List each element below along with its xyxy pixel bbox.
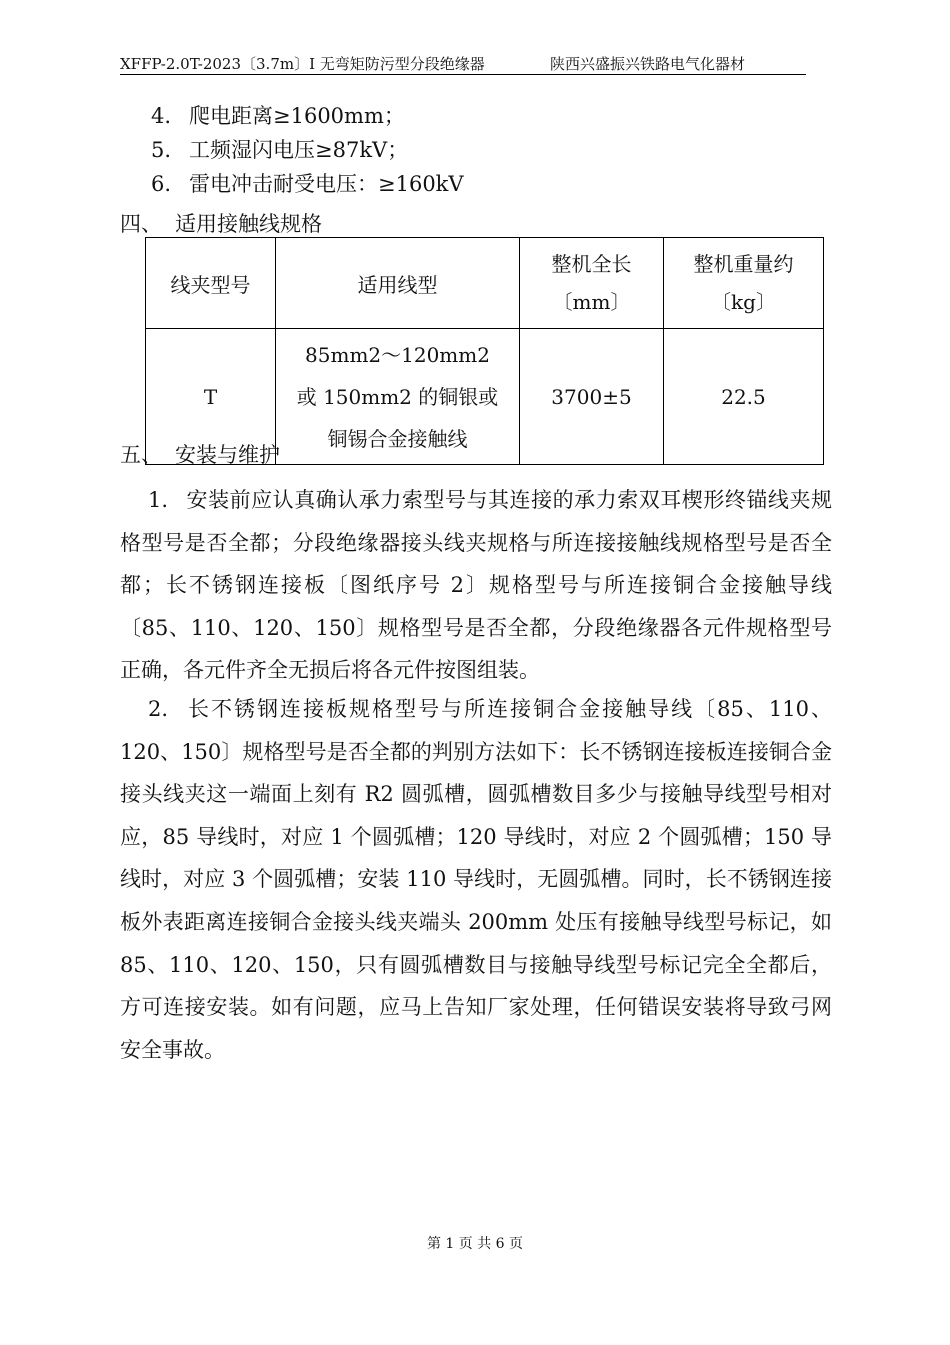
header-wire-type: 适用线型	[276, 238, 520, 329]
spec-text: 雷电冲击耐受电压：≥160kV	[189, 172, 464, 196]
section-heading-4	[120, 210, 322, 238]
page-footer: 第 1 页 共 6 页	[426, 1236, 524, 1252]
header-doc-title: XFFP-2.0T-2023〔3.7m〕I 无弯矩防污型分段绝缘器	[120, 55, 485, 73]
spec-item-wet-flashover	[151, 136, 408, 164]
paragraph-text: 安装前应认真确认承力索型号与其连接的承力索双耳楔形终锚线夹规格型号是否全都；分段绝缘器接头线夹规格与所连接接触线规格型号是否全都；长不锈钢连接板〔图纸序号 2〕规格型号与所连接铜合金接触导线〔85、110、120、150〕规格型号是否全都，分段绝缘器各元件规格型号正确，各元件齐全无损后将各元件按图组装。	[120, 488, 832, 683]
header-total-length: 整机全长 〔mm〕	[520, 238, 664, 329]
paragraph-number: 1.	[148, 488, 169, 512]
cell-total-length: 3700±5	[520, 329, 664, 465]
section-title: 安装与维护	[175, 443, 280, 467]
page-header	[120, 54, 806, 75]
cell-total-weight: 22.5	[664, 329, 824, 465]
cell-wire-type: 85mm2～120mm2 或 150mm2 的铜银或 铜锡合金接触线	[276, 329, 520, 465]
paragraph-text: 长不锈钢连接板规格型号与所连接铜合金接触导线〔85、110、120、150〕规格型号是否全都的判别方法如下：长不锈钢连接板连接铜合金接头线夹这一端面上刻有 R2 圆弧槽，圆弧槽数目多少与接触导线型号相对应，85 导线时，对应 1 个圆弧槽；120 导线时，对应 2 个圆弧槽；150 导线时，对应 3 个圆弧槽；安装 110 导线时，无圆弧槽。同时，长不锈钢连接板外表距离连接铜合金接头线夹端头 200mm 处压有接触导线型号标记，如 85、110、120、150，只有圆弧槽数目与接触导线型号标记完全全都后，方可连接安装。如有问题，应马上告知厂家处理，任何错误安装将导致弓网安全事故。	[120, 697, 832, 1062]
spec-number: 6.	[151, 172, 172, 196]
wire-spec-table	[145, 237, 824, 465]
spec-number: 5.	[151, 138, 172, 162]
paragraph-installation-check	[120, 479, 832, 692]
paragraph-identification-method	[120, 688, 832, 1071]
section-title: 适用接触线规格	[175, 212, 322, 236]
cell-clamp-model: T	[146, 329, 276, 465]
table-header-row	[146, 238, 824, 329]
section-number: 五、	[120, 443, 162, 467]
header-total-weight: 整机重量约 〔kg〕	[664, 238, 824, 329]
spec-item-lightning-impulse	[151, 170, 464, 198]
section-number: 四、	[120, 212, 162, 236]
header-company: 陕西兴盛振兴铁路电气化器材	[550, 55, 746, 73]
section-heading-5	[120, 441, 280, 469]
paragraph-number: 2.	[148, 697, 169, 721]
spec-number: 4.	[151, 104, 172, 128]
spec-text: 工频湿闪电压≥87kV；	[189, 138, 409, 162]
spec-item-creepage	[151, 102, 405, 130]
header-clamp-model: 线夹型号	[146, 238, 276, 329]
spec-text: 爬电距离≥1600mm；	[189, 104, 405, 128]
